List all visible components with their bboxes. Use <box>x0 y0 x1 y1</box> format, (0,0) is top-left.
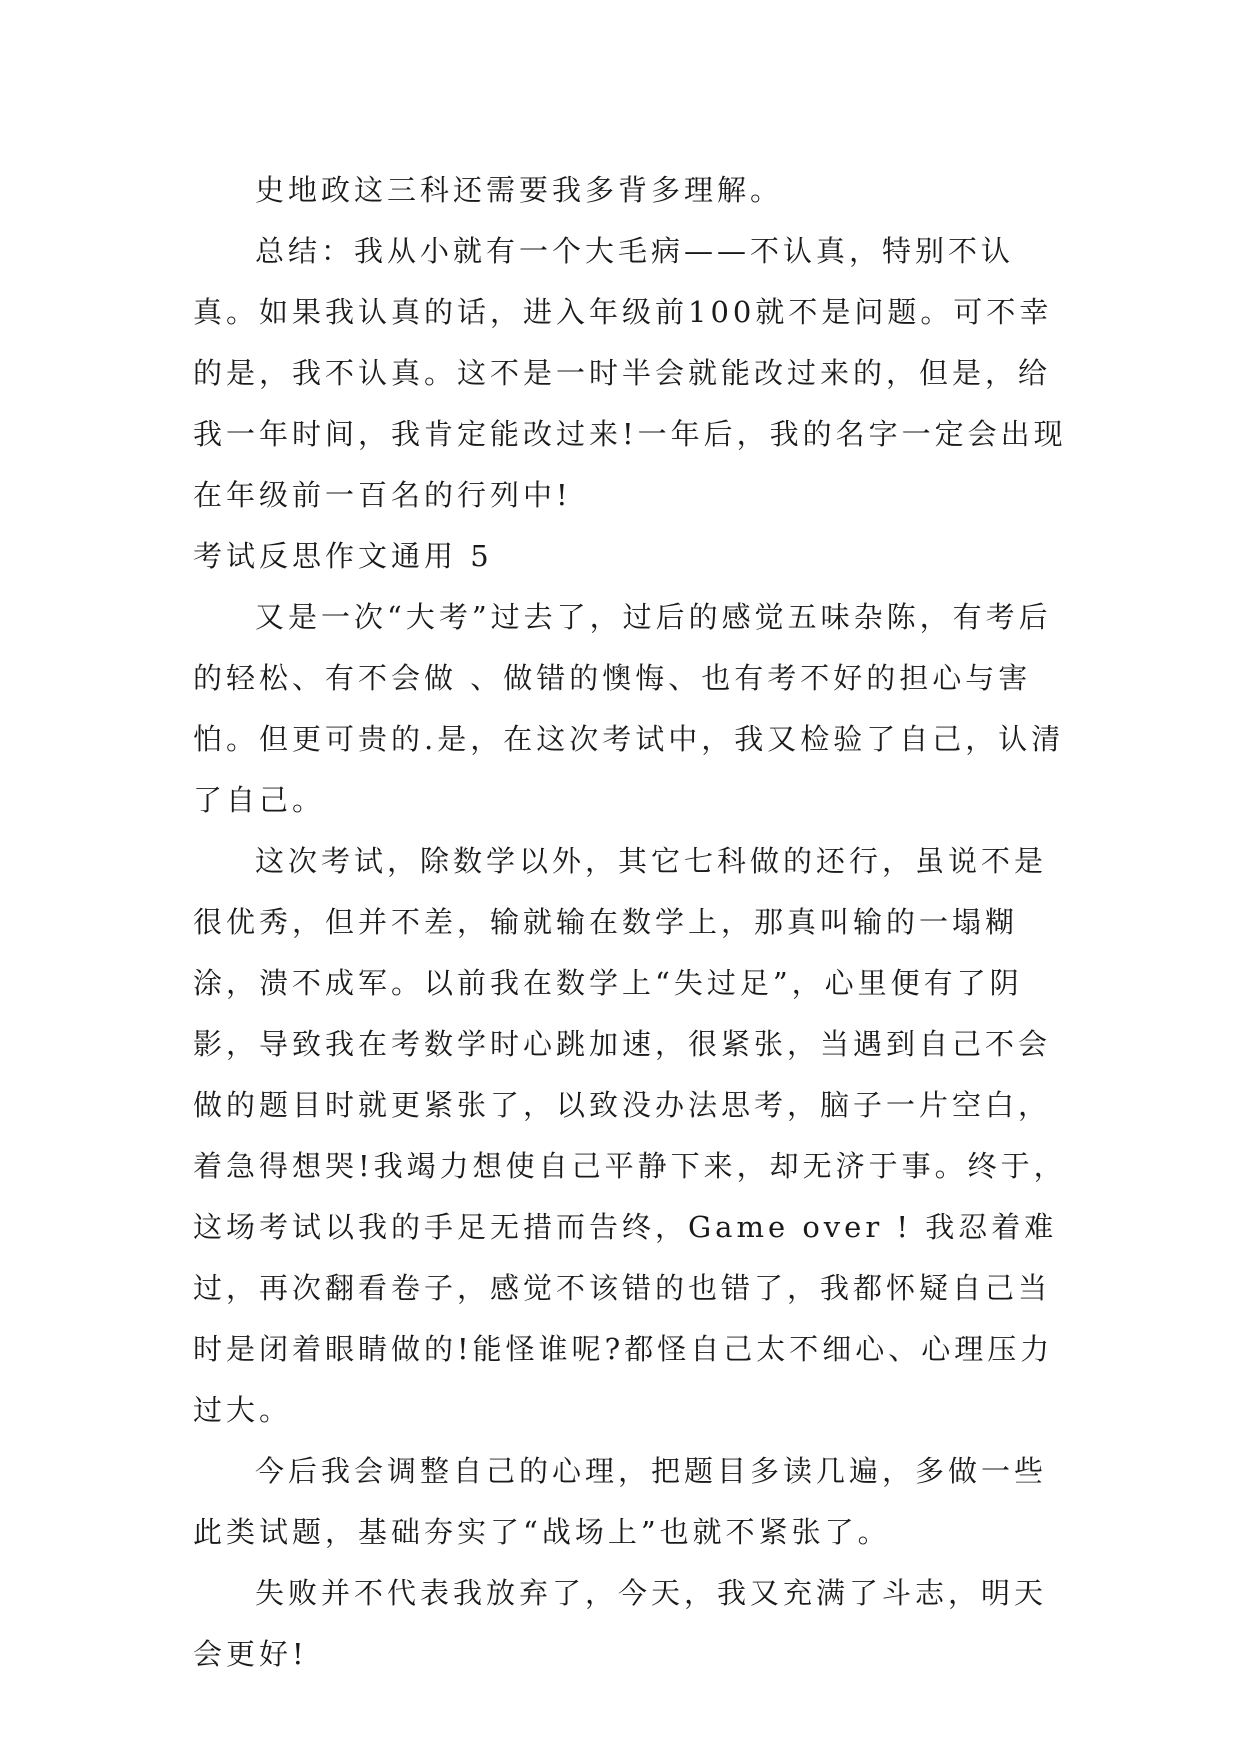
paragraph-1: 史地政这三科还需要我多背多理解。 <box>255 173 784 207</box>
paragraph-2: 总结：我从小就有一个大毛病——不认真，特别不认真。如果我认真的话，进入年级前100就不是问题。可不幸的是，我不认真。这不是一时半会就能改过来的，但是，给我一年时间，我肯定能改过来!一年后，我的名字一定会出现在年级前一百名的行列中! <box>193 234 1067 512</box>
section-paragraph-4: 失败并不代表我放弃了，今天，我又充满了斗志，明天会更好! <box>193 1576 1048 1671</box>
section-paragraph-3: 今后我会调整自己的心理，把题目多读几遍，多做一些此类试题，基础夯实了“战场上”也就不紧张了。 <box>193 1454 1048 1549</box>
section-paragraph-2: 这次考试，除数学以外，其它七科做的还行，虽说不是很优秀，但并不差，输就输在数学上，那真叫输的一塌糊涂，溃不成军。以前我在数学上“失过足”，心里便有了阴影，导致我在考数学时心跳加速，很紧张，当遇到自己不会做的题目时就更紧张了，以致没办法思考，脑子一片空白，着急得想哭!我竭力想使自己平静下来，却无济于事。终于，这场考试以我的手足无措而告终，Game over ! 我忍着难过，再次翻看卷子，感觉不该错的也错了，我都怀疑自己当时是闭着眼睛做的!能怪谁呢?都怪自己太不细心、心理压力过大。 <box>193 844 1067 1427</box>
section-paragraph-1: 又是一次“大考”过去了，过后的感觉五味杂陈，有考后的轻松、有不会做 、做错的懊悔、也有考不好的担心与害怕。但更可贵的.是，在这次考试中，我又检验了自己，认清了自己。 <box>193 600 1065 817</box>
section-title: 考试反思作文通用 5 <box>193 539 493 573</box>
document-body <box>193 160 1073 1685</box>
